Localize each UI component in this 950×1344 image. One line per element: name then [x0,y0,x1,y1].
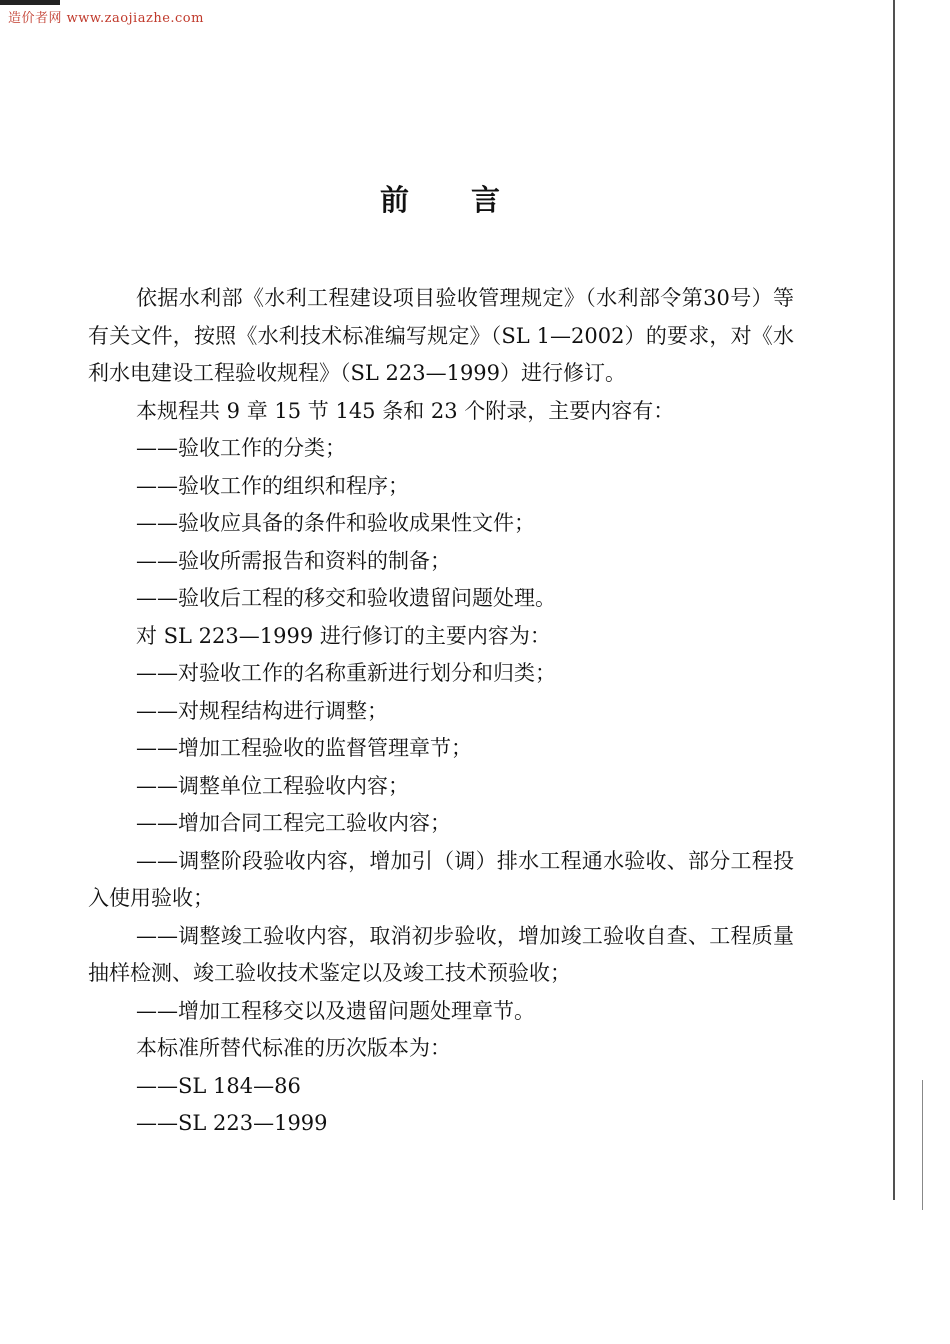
list-item: ——对规程结构进行调整； [136,698,388,723]
list-item: ——SL 223—1999 [136,1111,328,1135]
list-item: ——增加合同工程完工验收内容； [136,811,451,835]
scan-edge-line [893,0,895,1200]
intro-paragraph: 依据水利部《水利工程建设项目验收管理规定》（水利部令第30号）等有关文件，按照《水利技术标准编写规定》（SL 1—2002）的要求，对《水利水电建设工程验收规程》（SL 223—1999）进行修订。 [88,286,794,385]
list-item: ——调整阶段验收内容，增加引（调）排水工程通水验收、部分工程投入使用验收； [88,848,794,910]
document-body [88,280,794,1143]
replaced-intro: 本标准所替代标准的历次版本为： [136,1036,451,1060]
list-item: ——验收所需报告和资料的制备； [136,548,451,573]
list-item: ——验收应具备的条件和验收成果性文件； [136,511,535,535]
list-item: ——增加工程移交以及遗留问题处理章节。 [136,998,535,1023]
revision-intro: 对 SL 223—1999 进行修订的主要内容为： [136,623,551,648]
scan-corner-mark [0,0,60,5]
summary-intro: 本规程共 9 章 15 节 145 条和 23 个附录，主要内容有： [136,398,675,423]
watermark-text: 造价者网 www.zaojiazhe.com [8,11,204,26]
page-title: 前言 [379,183,562,217]
list-item: ——验收工作的分类； [136,436,346,460]
list-item: ——对验收工作的名称重新进行划分和归类； [136,661,556,685]
list-item: ——验收工作的组织和程序； [136,473,409,498]
list-item: ——验收后工程的移交和验收遗留问题处理。 [136,586,556,610]
list-item: ——调整竣工验收内容，取消初步验收，增加竣工验收自查、工程质量抽样检测、竣工验收技术鉴定以及竣工技术预验收； [88,923,794,985]
list-item: ——增加工程验收的监督管理章节； [136,736,472,760]
scan-edge-line-lower [922,1080,923,1210]
list-item: ——SL 184—86 [136,1073,301,1098]
list-item: ——调整单位工程验收内容； [136,773,409,798]
